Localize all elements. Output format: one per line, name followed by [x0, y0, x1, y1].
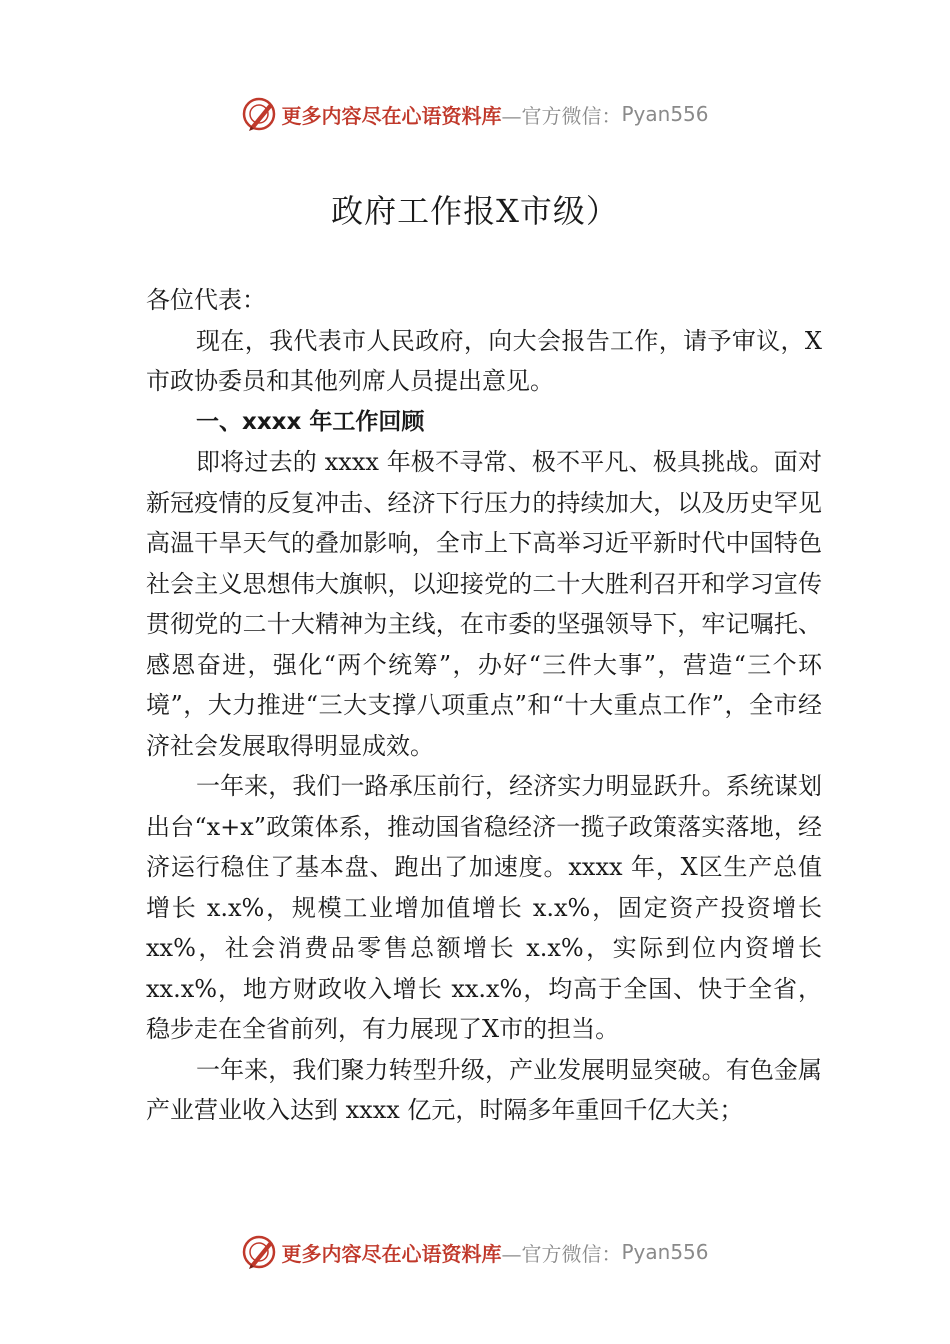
paragraph: 即将过去的 xxxx 年极不寻常、极不平凡、极具挑战。面对新冠疫情的反复冲击、经济下行压力的持续加大，以及历史罕见高温干旱天气的叠加影响，全市上下高举习近平新时代中国特色社会主义思想伟大旗帜，以迎接党的二十大胜利召开和学习宣传贯彻党的二十大精神为主线，在市委的坚强领导下，牢记嘱托、感恩奋进，强化“两个统筹”，办好“三件大事”，营造“三个环境”，大力推进“三大支撑八项重点”和“十大重点工作”，全市经济社会发展取得明显成效。 — [146, 448, 822, 760]
header-banner — [0, 94, 950, 134]
footer-banner — [0, 1232, 950, 1272]
paragraph: 一年来，我们聚力转型升级，产业发展明显突破。有色金属产业营业收入达到 xxxx 亿元，时隔多年重回千亿大关； — [146, 1055, 822, 1124]
salutation: 各位代表： — [146, 286, 266, 314]
banner-library-text: 更多内容尽在心语资料库 — [281, 1241, 502, 1266]
paragraph: 一年来，我们一路承压前行，经济实力明显跃升。系统谋划出台“x+x”政策体系，推动国省稳经济一揽子政策落实落地，经济运行稳住了基本盘、跑出了加速度。xxxx 年，X区生产总值增长 x.x%，规模工业增加值增长 x.x%，固定资产投资增长 xx%，社会消费品零售总额增长 x.x%，实际到位内资增长 xx.x%，地方财政收入增长 xx.x%，均高于全国、快于全省，稳步走在全省前列，有力展现了X市的担当。 — [146, 772, 822, 1043]
banner-wechat-id: Pyan556 — [621, 102, 709, 126]
document-title: 政府工作报X市级） — [331, 192, 619, 230]
section-heading: 一、xxxx 年工作回顾 — [196, 408, 425, 435]
pen-logo-icon — [241, 96, 277, 132]
pen-logo-icon — [241, 1234, 277, 1270]
banner-wechat-label: —官方微信： — [501, 1241, 622, 1266]
banner-wechat-label: —官方微信： — [501, 103, 622, 128]
banner-library-text: 更多内容尽在心语资料库 — [281, 103, 502, 128]
document-body — [146, 280, 822, 1131]
banner-wechat-id: Pyan556 — [621, 1240, 709, 1264]
paragraph: 现在，我代表市人民政府，向大会报告工作，请予审议，X市政协委员和其他列席人员提出意见。 — [146, 326, 822, 395]
